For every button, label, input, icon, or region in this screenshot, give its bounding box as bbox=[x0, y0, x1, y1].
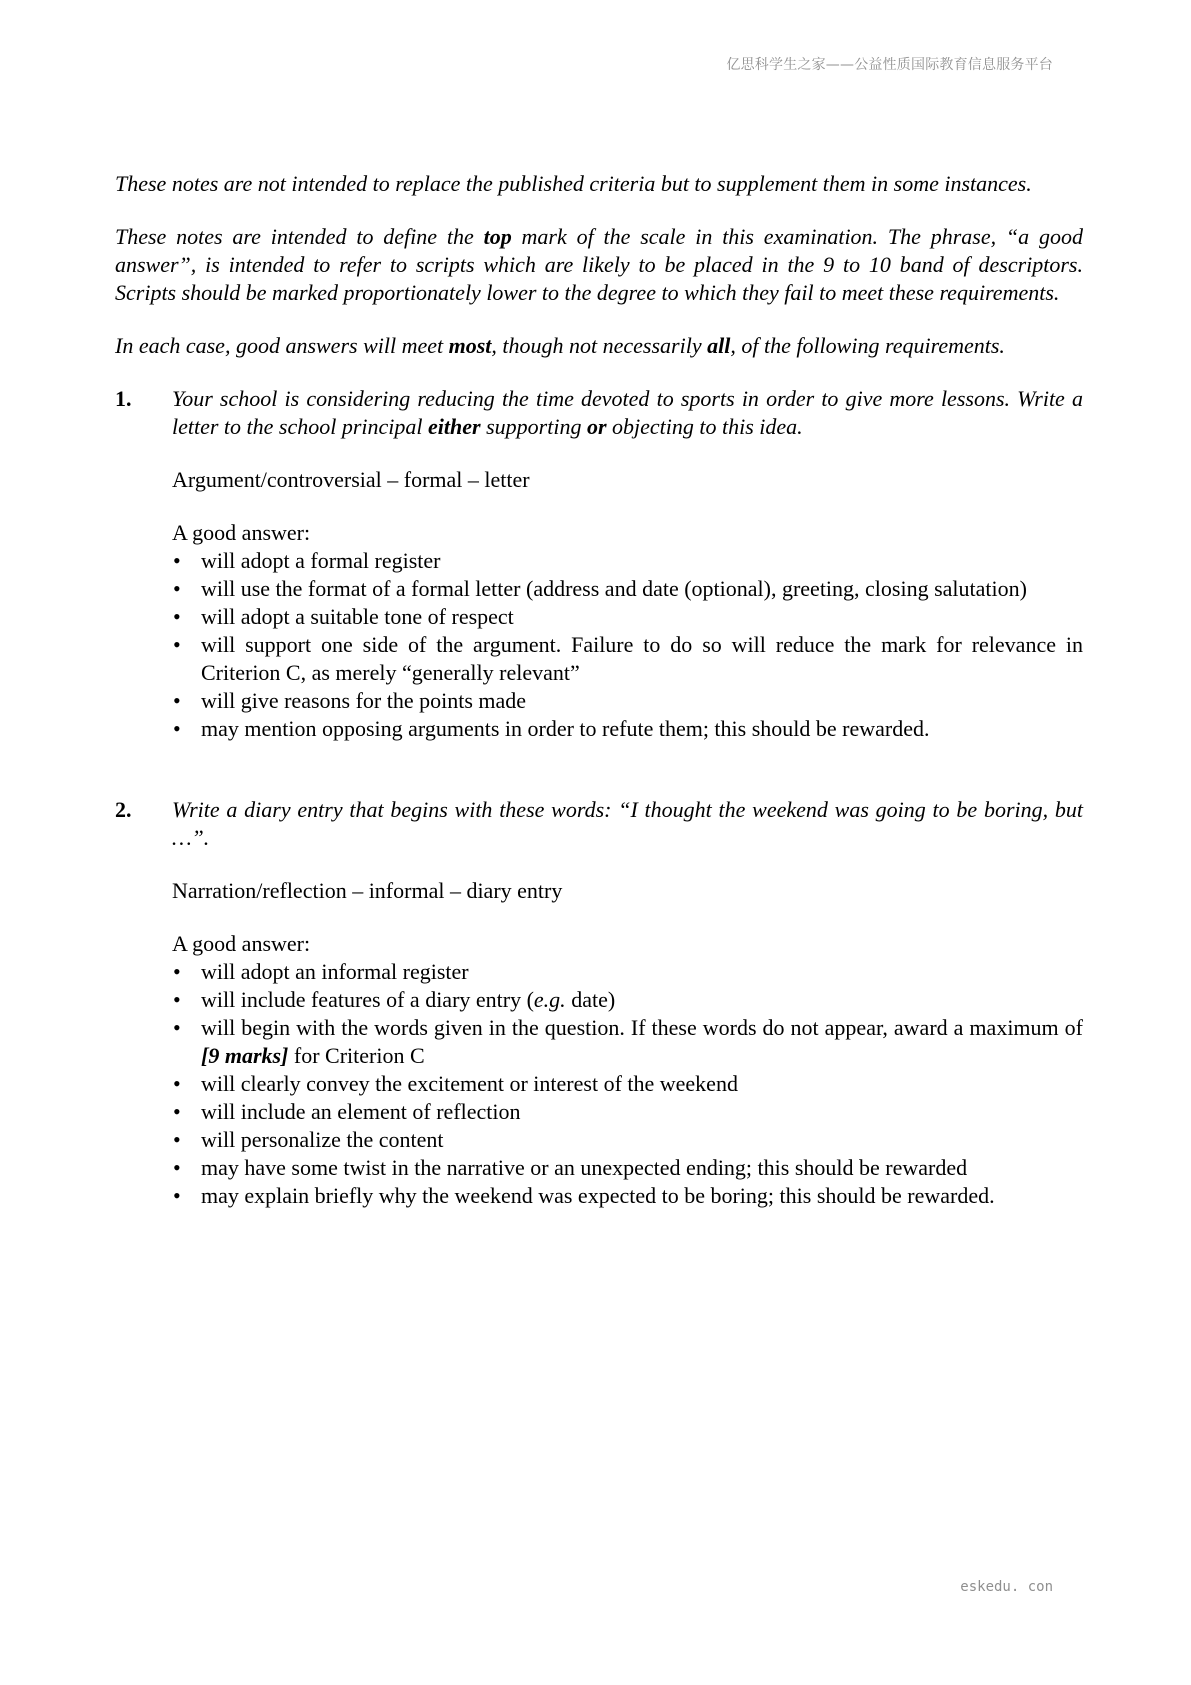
list-item bbox=[172, 1070, 1083, 1098]
list-item-text: will adopt an informal register bbox=[201, 959, 469, 984]
list-item bbox=[172, 958, 1083, 986]
bullet-icon: • bbox=[173, 1183, 181, 1208]
list-item-text: will give reasons for the points made bbox=[201, 688, 527, 713]
list-item bbox=[172, 1154, 1083, 1182]
bullet-icon: • bbox=[173, 959, 181, 984]
footer-watermark: eskedu. con bbox=[960, 1579, 1053, 1595]
intro-p3-text-c: , of the following requirements. bbox=[730, 333, 1005, 358]
question-2 bbox=[115, 796, 1083, 1210]
list-item-text: will support one side of the argument. Failure to do so will reduce the mark for relevance in Criterion C, as merely “generally relevant” bbox=[201, 632, 1083, 685]
bullet-icon: • bbox=[173, 1071, 181, 1096]
bullet-icon: • bbox=[173, 1099, 181, 1124]
intro-p2-bold-top: top bbox=[483, 224, 512, 249]
bullet-icon: • bbox=[173, 716, 181, 741]
q1-prompt-bold-or: or bbox=[586, 414, 607, 439]
good-answer-list bbox=[172, 958, 1083, 1210]
q2-bullet2-text-a: will include features of a diary entry ( bbox=[201, 987, 534, 1012]
list-item bbox=[172, 603, 1083, 631]
q2-bullet3-text-b: for Criterion C bbox=[288, 1043, 425, 1068]
question-1 bbox=[115, 385, 1083, 743]
bullet-icon: • bbox=[173, 1155, 181, 1180]
bullet-icon: • bbox=[173, 548, 181, 573]
intro-p3-text-a: In each case, good answers will meet bbox=[115, 333, 449, 358]
intro-p2-text-b: mark of the scale in this examination. The phrase, “a good answer”, is intended to refer to scripts which are likely to be placed in the 9 to 10 band of descriptors. Scripts should be marked proportionately lower to the degree to which they fail to meet these requirements. bbox=[115, 224, 1083, 305]
bullet-icon: • bbox=[173, 632, 181, 657]
intro-paragraph-3 bbox=[115, 332, 1083, 360]
q2-bullet2-italic-eg: e.g. bbox=[533, 987, 566, 1012]
list-item-text: will adopt a suitable tone of respect bbox=[201, 604, 514, 629]
bullet-icon: • bbox=[173, 987, 181, 1012]
list-item bbox=[172, 1098, 1083, 1126]
intro-paragraph-1: These notes are not intended to replace the published criteria but to supplement them in some instances. bbox=[115, 171, 1032, 196]
list-item-text: will clearly convey the excitement or interest of the weekend bbox=[201, 1071, 738, 1096]
question-prompt bbox=[172, 385, 1083, 441]
question-prompt: Write a diary entry that begins with these words: “I thought the weekend was going to be boring, but …”. bbox=[172, 797, 1083, 850]
q1-prompt-text-c: objecting to this idea. bbox=[606, 414, 803, 439]
list-item-text: may explain briefly why the weekend was expected to be boring; this should be rewarded. bbox=[201, 1183, 995, 1208]
list-item bbox=[172, 1014, 1083, 1070]
q2-bullet3-marks: [9 marks] bbox=[201, 1043, 289, 1068]
bullet-icon: • bbox=[173, 1015, 181, 1040]
intro-p3-bold-most: most bbox=[448, 333, 492, 358]
question-number: 2. bbox=[115, 797, 132, 822]
list-item-text: will personalize the content bbox=[201, 1127, 444, 1152]
list-item-text: may have some twist in the narrative or an unexpected ending; this should be rewarded bbox=[201, 1155, 968, 1180]
list-item bbox=[172, 687, 1083, 715]
list-item bbox=[172, 631, 1083, 687]
list-item-text: may mention opposing arguments in order to refute them; this should be rewarded. bbox=[201, 716, 930, 741]
bullet-icon: • bbox=[173, 576, 181, 601]
list-item bbox=[172, 547, 1083, 575]
list-item bbox=[172, 715, 1083, 743]
list-item bbox=[172, 575, 1083, 603]
intro-p3-bold-all: all bbox=[707, 333, 731, 358]
bullet-icon: • bbox=[173, 688, 181, 713]
list-item bbox=[172, 986, 1083, 1014]
q2-bullet3-text-a: will begin with the words given in the question. If these words do not appear, award a maximum of bbox=[201, 1015, 1083, 1040]
list-item-text: will adopt a formal register bbox=[201, 548, 441, 573]
bullet-icon: • bbox=[173, 1127, 181, 1152]
list-item-text: will use the format of a formal letter (address and date (optional), greeting, closing salutation) bbox=[201, 576, 1027, 601]
header-watermark: 亿思科学生之家——公益性质国际教育信息服务平台 bbox=[726, 57, 1053, 73]
intro-paragraph-2 bbox=[115, 223, 1083, 307]
q1-prompt-text-b: supporting bbox=[480, 414, 587, 439]
q2-bullet2-text-b: date) bbox=[565, 987, 616, 1012]
intro-p2-text-a: These notes are intended to define the bbox=[115, 224, 484, 249]
intro-p3-text-b: , though not necessarily bbox=[491, 333, 708, 358]
question-type: Argument/controversial – formal – letter bbox=[172, 467, 530, 492]
q1-prompt-bold-either: either bbox=[428, 414, 481, 439]
list-item bbox=[172, 1182, 1083, 1210]
good-answer-label: A good answer: bbox=[172, 520, 311, 545]
good-answer-list bbox=[172, 547, 1083, 743]
document-body bbox=[115, 170, 1083, 1210]
list-item-text: will include an element of reflection bbox=[201, 1099, 521, 1124]
question-type: Narration/reflection – informal – diary entry bbox=[172, 878, 563, 903]
question-number: 1. bbox=[115, 386, 132, 411]
good-answer-label: A good answer: bbox=[172, 931, 311, 956]
list-item bbox=[172, 1126, 1083, 1154]
bullet-icon: • bbox=[173, 604, 181, 629]
q1-prompt-text-a: Your school is considering reducing the time devoted to sports in order to give more lessons. Write a letter to the school principal bbox=[172, 386, 1083, 439]
